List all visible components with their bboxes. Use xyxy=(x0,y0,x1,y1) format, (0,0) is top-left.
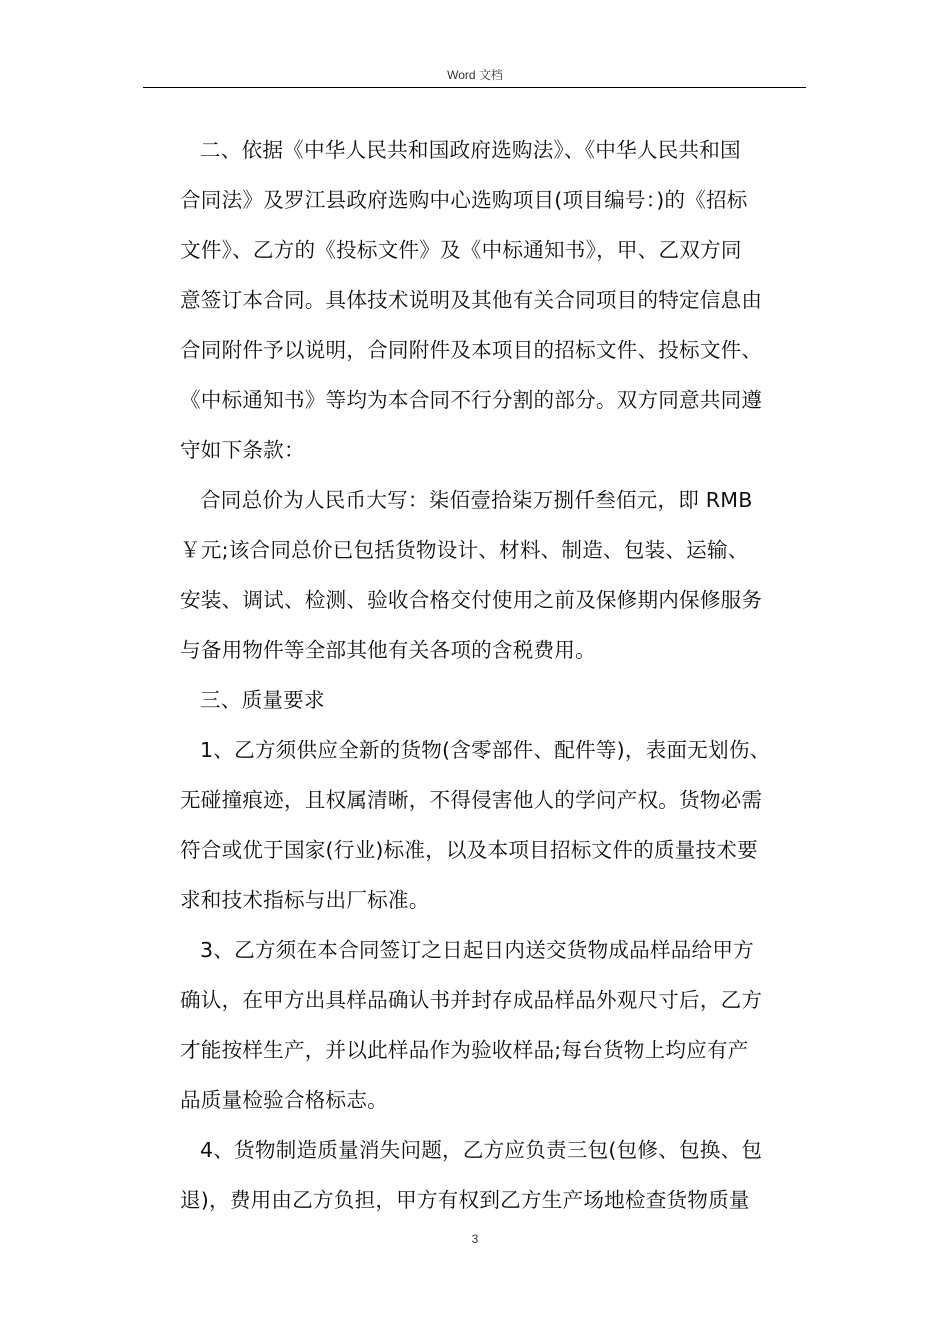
paragraph-basis xyxy=(180,125,805,475)
paragraph-clause-3 xyxy=(180,925,805,1125)
text-line: 二、依据《中华人民共和国政府选购法》、《中华人民共和国 xyxy=(200,138,741,162)
document-body xyxy=(180,125,805,1225)
paragraph-clause-4 xyxy=(180,1125,805,1225)
paragraph-total-price xyxy=(180,475,805,675)
section-heading-quality xyxy=(180,675,805,725)
text-line: 合同法》及罗江县政府选购中心选购项目(项目编号：)的《招标 xyxy=(180,188,748,212)
page-header: Word 文档 xyxy=(447,68,503,82)
text-line: 退)，费用由乙方负担，甲方有权到乙方生产场地检查货物质量 xyxy=(180,1188,750,1212)
text-line: 安装、调试、检测、验收合格交付使用之前及保修期内保修服务 xyxy=(180,588,763,612)
text-line: 品质量检验合格标志。 xyxy=(180,1088,388,1112)
text-line: 《中标通知书》等均为本合同不行分割的部分。双方同意共同遵 xyxy=(180,388,763,412)
text-line: 无碰撞痕迹，且权属清晰，不得侵害他人的学问产权。货物必需 xyxy=(180,788,763,812)
text-line: 合同附件予以说明，合同附件及本项目的招标文件、投标文件、 xyxy=(180,338,763,362)
text-line: 3、乙方须在本合同签订之日起日内送交货物成品样品给甲方 xyxy=(200,938,754,962)
text-line: 确认，在甲方出具样品确认书并封存成品样品外观尺寸后，乙方 xyxy=(180,988,763,1012)
text-line: 1、乙方须供应全新的货物(含零部件、配件等)，表面无划伤、 xyxy=(200,738,771,762)
text-line: 符合或优于国家(行业)标准，以及本项目招标文件的质量技术要 xyxy=(180,838,758,862)
header-rule xyxy=(143,87,806,88)
text-line: 合同总价为人民币大写：柒佰壹拾柒万捌仟叁佰元，即 RMB xyxy=(200,488,753,512)
page-number: 3 xyxy=(471,1232,479,1246)
text-line: 求和技术指标与出厂标准。 xyxy=(180,888,430,912)
text-line: 与备用物件等全部其他有关各项的含税费用。 xyxy=(180,638,596,662)
text-line: 守如下条款： xyxy=(180,438,305,462)
text-line: 才能按样生产，并以此样品作为验收样品;每台货物上均应有产 xyxy=(180,1038,749,1062)
text-line: 4、货物制造质量消失问题，乙方应负责三包(包修、包换、包 xyxy=(200,1138,763,1162)
text-line: 文件》、乙方的《投标文件》及《中标通知书》，甲、乙双方同 xyxy=(180,238,742,262)
text-line: 意签订本合同。具体技术说明及其他有关合同项目的特定信息由 xyxy=(180,288,763,312)
paragraph-clause-1 xyxy=(180,725,805,925)
text-line: ￥元;该合同总价已包括货物设计、材料、制造、包装、运输、 xyxy=(180,538,749,562)
text-line: 三、质量要求 xyxy=(200,688,325,712)
